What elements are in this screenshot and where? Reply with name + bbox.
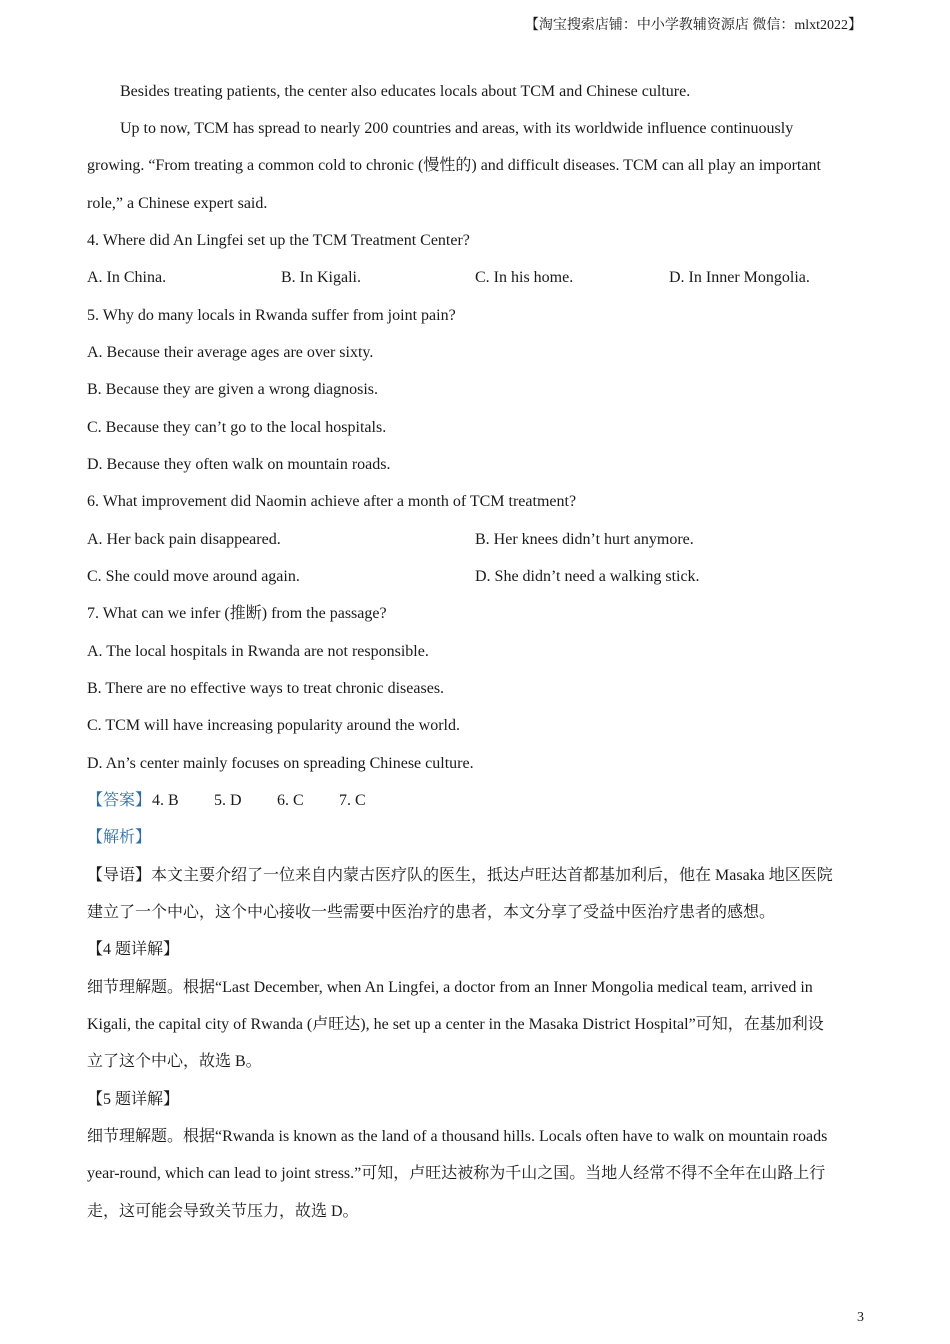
q7-option-c: C. TCM will have increasing popularity around the world. (87, 717, 460, 734)
q6-option-a: A. Her back pain disappeared. (87, 531, 281, 548)
detail-4-line: 细节理解题。根据“Last December, when An Lingfei, a doctor from an Inner Mongolia medical team, arrived in (87, 979, 813, 996)
answer-4: 4. B (152, 792, 179, 809)
question-5-stem: 5. Why do many locals in Rwanda suffer from joint pain? (87, 307, 456, 324)
intro-line (87, 866, 833, 886)
detail-5-label: 【5 题详解】 (87, 1091, 180, 1108)
q5-option-c: C. Because they can’t go to the local hospitals. (87, 419, 387, 436)
passage-line: growing. “From treating a common cold to chronic (慢性的) and difficult diseases. TCM can all play an important (87, 157, 821, 174)
detail-5-line: year-round, which can lead to joint stress.”可知，卢旺达被称为千山之国。当地人经常不得不全年在山路上行 (87, 1165, 826, 1182)
q4-option-d: D. In Inner Mongolia. (669, 269, 810, 286)
q6-option-d: D. She didn’t need a walking stick. (475, 568, 700, 585)
answer-6: 6. C (277, 792, 304, 809)
q5-option-d: D. Because they often walk on mountain roads. (87, 456, 391, 473)
page-number: 3 (857, 1310, 864, 1325)
question-4-stem: 4. Where did An Lingfei set up the TCM Treatment Center? (87, 232, 470, 249)
q6-option-b: B. Her knees didn’t hurt anymore. (475, 531, 694, 548)
detail-5-line: 走，这可能会导致关节压力，故选 D。 (87, 1203, 359, 1220)
answer-5: 5. D (214, 792, 242, 809)
passage-line: role,” a Chinese expert said. (87, 195, 268, 212)
q5-option-a: A. Because their average ages are over sixty. (87, 344, 374, 361)
q4-option-a: A. In China. (87, 269, 167, 286)
passage-paragraph: Besides treating patients, the center also educates locals about TCM and Chinese culture. (120, 83, 691, 100)
q5-option-b: B. Because they are given a wrong diagnosis. (87, 381, 379, 398)
q7-option-b: B. There are no effective ways to treat chronic diseases. (87, 680, 445, 697)
q4-option-c: C. In his home. (475, 269, 574, 286)
passage-paragraph: Up to now, TCM has spread to nearly 200 countries and areas, with its worldwide influence continuously (120, 120, 794, 137)
page-header: 【淘宝搜索店铺：中小学教辅资源店 微信：mlxt2022】 (524, 18, 862, 33)
intro-text: 本文主要介绍了一位来自内蒙古医疗队的医生，抵达卢旺达首都基加利后，他在 Masaka 地区医院 (151, 867, 833, 884)
analysis-label: 【解析】 (87, 829, 152, 846)
question-7-stem: 7. What can we infer (推断) from the passage? (87, 605, 387, 622)
question-6-stem: 6. What improvement did Naomin achieve after a month of TCM treatment? (87, 493, 577, 510)
q7-option-a: A. The local hospitals in Rwanda are not responsible. (87, 643, 429, 660)
q4-option-b: B. In Kigali. (281, 269, 361, 286)
detail-5-line: 细节理解题。根据“Rwanda is known as the land of a thousand hills. Locals often have to walk on mountain roads (87, 1128, 828, 1145)
detail-4-line: 立了这个中心，故选 B。 (87, 1053, 262, 1070)
detail-4-label: 【4 题详解】 (87, 941, 180, 958)
answer-7: 7. C (339, 792, 366, 809)
answer-label: 【答案】 (87, 792, 152, 809)
intro-label: 【导语】 (87, 867, 152, 884)
intro-line: 建立了一个中心，这个中心接收一些需要中医治疗的患者，本文分享了受益中医治疗患者的感想。 (87, 904, 776, 921)
q6-option-c: C. She could move around again. (87, 568, 300, 585)
q7-option-d: D. An’s center mainly focuses on spreading Chinese culture. (87, 755, 474, 772)
detail-4-line: Kigali, the capital city of Rwanda (卢旺达), he set up a center in the Masaka District Hospital”可知，在基加利设 (87, 1016, 824, 1033)
